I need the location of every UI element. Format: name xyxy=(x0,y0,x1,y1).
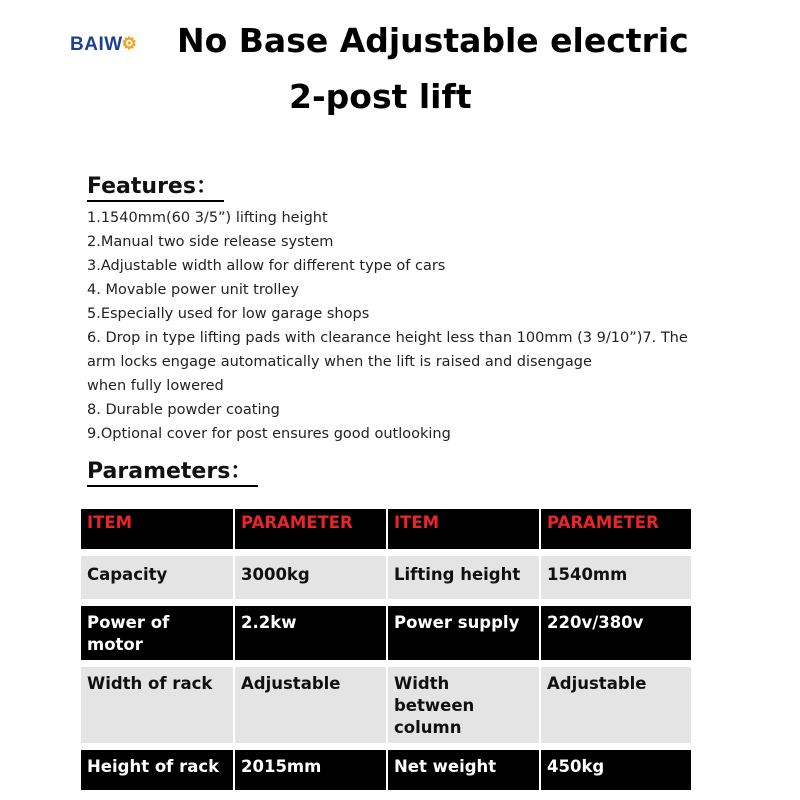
table-row xyxy=(81,602,692,663)
header-cell: ITEM xyxy=(81,509,234,552)
feature-item: 3.Adjustable width allow for different type of cars xyxy=(87,258,446,274)
table-cell: Lifting height xyxy=(387,552,540,602)
feature-item: when fully lowered xyxy=(87,378,224,394)
table-cell: Power supply xyxy=(387,602,540,663)
header-cell: ITEM xyxy=(387,509,540,552)
table-cell: Adjustable xyxy=(540,663,692,746)
table-row xyxy=(81,552,692,602)
header-cell: PARAMETER xyxy=(540,509,692,552)
table-cell: 450kg xyxy=(540,746,692,793)
title-line-1: No Base Adjustable electric xyxy=(177,21,689,60)
brand-logo xyxy=(70,34,137,56)
table-cell: 1540mm xyxy=(540,552,692,602)
feature-item: 2.Manual two side release system xyxy=(87,234,334,250)
table-cell: Power of motor xyxy=(81,602,234,663)
table-cell: 3000kg xyxy=(234,552,387,602)
table-cell: Capacity xyxy=(81,552,234,602)
table-cell: Width of rack xyxy=(81,663,234,746)
feature-item: 6. Drop in type lifting pads with clearance height less than 100mm (3 9/10”)7. The xyxy=(87,330,688,346)
table-cell: Width between column xyxy=(387,663,540,746)
gear-icon: ⚙ xyxy=(121,34,138,53)
header-cell: PARAMETER xyxy=(234,509,387,552)
table-cell: Adjustable xyxy=(234,663,387,746)
features-heading: Features： xyxy=(87,174,224,202)
feature-item: 1.1540mm(60 3/5”) lifting height xyxy=(87,210,328,226)
feature-item: 9.Optional cover for post ensures good outlooking xyxy=(87,426,451,442)
parameters-table xyxy=(81,509,693,797)
feature-item: arm locks engage automatically when the lift is raised and disengage xyxy=(87,354,592,370)
features-list xyxy=(87,206,767,446)
table-header-row xyxy=(81,509,692,552)
table-row xyxy=(81,746,692,793)
table-row xyxy=(81,663,692,746)
table-cell: 2.2kw xyxy=(234,602,387,663)
parameters-heading: Parameters： xyxy=(87,459,258,487)
table-cell: Net weight xyxy=(387,746,540,793)
table-cell: 220v/380v xyxy=(540,602,692,663)
table-cell: 2015mm xyxy=(234,746,387,793)
title-line-2: 2-post lift xyxy=(289,77,472,116)
feature-item: 5.Especially used for low garage shops xyxy=(87,306,370,322)
feature-item: 4. Movable power unit trolley xyxy=(87,282,299,298)
feature-item: 8. Durable powder coating xyxy=(87,402,280,418)
logo-text: BAIW xyxy=(70,34,123,55)
table-cell: Height of rack xyxy=(81,746,234,793)
